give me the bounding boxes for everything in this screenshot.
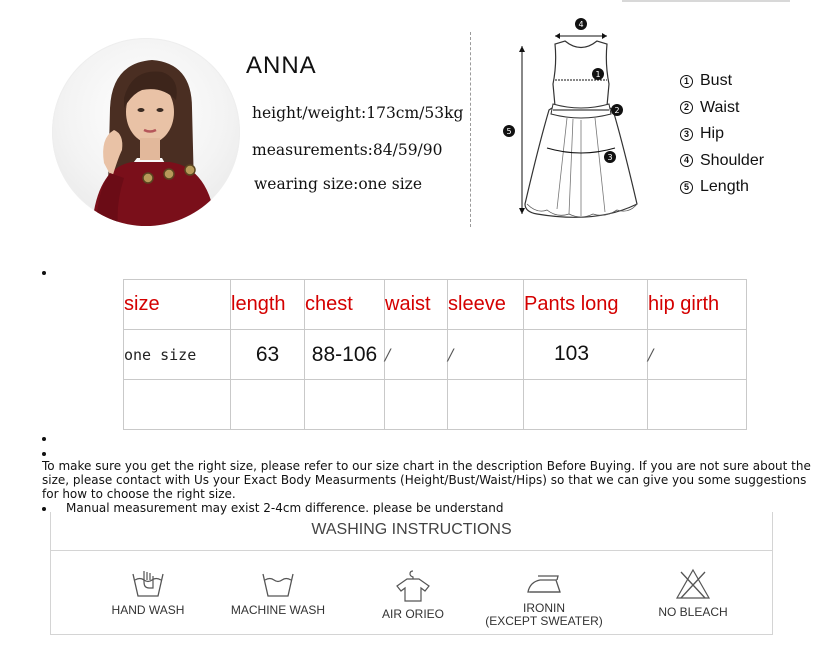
care-machine-wash (208, 568, 348, 616)
empty-cell (385, 380, 448, 430)
legend-number: 2 (680, 101, 693, 114)
manual-measurement-note: Manual measurement may exist 2-4cm difference. please be understand (66, 501, 504, 515)
model-wearing-size: wearing size:one size (254, 175, 423, 193)
legend-number: 1 (680, 75, 693, 88)
legend-label: Shoulder (700, 151, 765, 169)
top-rule (622, 0, 790, 2)
table-header-row (124, 280, 747, 330)
empty-cell (448, 380, 524, 430)
legend-item (680, 68, 764, 95)
legend-item (680, 95, 764, 122)
legend-number: 5 (680, 181, 693, 194)
care-no-bleach (623, 568, 763, 618)
header-chest: chest (305, 280, 385, 330)
care-label: AIR ORIEO (381, 607, 444, 621)
table-row-empty (124, 380, 747, 430)
cell-chest: 88-106 (305, 330, 385, 380)
svg-text:5: 5 (506, 127, 512, 136)
header-pants-long: Pants long (524, 280, 648, 330)
care-iron (474, 568, 614, 627)
svg-text:2: 2 (614, 106, 620, 115)
header-length: length (231, 280, 305, 330)
care-air-dry (343, 568, 483, 620)
svg-text:1: 1 (595, 70, 601, 79)
care-hand-wash (78, 568, 218, 616)
dress-measurement-diagram (497, 14, 667, 229)
air-dry-shirt-icon (393, 568, 433, 602)
no-bleach-icon (675, 568, 711, 600)
model-height-weight: height/weight:173cm/53kg (252, 104, 464, 122)
cell-hip-girth: / (648, 330, 747, 380)
table-row (124, 330, 747, 380)
model-illustration (52, 38, 240, 226)
empty-cell (648, 380, 747, 430)
cell-size: one size (124, 330, 231, 380)
machine-wash-icon (260, 568, 296, 598)
washing-instructions-panel (50, 512, 773, 635)
legend-item (680, 174, 764, 201)
svg-text:3: 3 (607, 153, 613, 162)
hand-wash-icon (130, 568, 166, 598)
empty-cell (231, 380, 305, 430)
panel-border (50, 634, 773, 635)
svg-text:4: 4 (578, 20, 584, 29)
cell-sleeve: / (448, 330, 524, 380)
legend-label: Waist (700, 98, 740, 116)
bullet-dot (42, 271, 46, 275)
legend-number: 3 (680, 128, 693, 141)
empty-cell (305, 380, 385, 430)
legend-label: Length (700, 178, 749, 196)
bullet-dot (42, 507, 46, 511)
iron-icon (524, 568, 564, 596)
section-divider (470, 32, 471, 227)
cell-pants-long: 103 (524, 330, 648, 380)
legend-item (680, 148, 764, 175)
washing-title: WASHING INSTRUCTIONS (311, 521, 512, 538)
care-label: MACHINE WASH (230, 603, 326, 617)
header-sleeve: sleeve (448, 280, 524, 330)
header-waist: waist (385, 280, 448, 330)
legend-label: Hip (700, 125, 725, 143)
legend-number: 4 (680, 154, 693, 167)
cell-waist: / (385, 330, 448, 380)
size-chart-table (123, 279, 747, 430)
empty-cell (524, 380, 648, 430)
cell-length: 63 (231, 330, 305, 380)
size-notice: To make sure you get the right size, please refer to our size chart in the description Before Buying. If you are not sure about the size, please contact with Us your Exact Body Measurments (Height/Bust/Waist/Hips) so that we can give you some suggestions for how to choose the right size. (42, 459, 811, 501)
header-size: size (124, 280, 231, 330)
washing-separator (50, 550, 773, 551)
model-name: ANNA (246, 52, 317, 79)
bullet-dot (42, 437, 46, 441)
legend-label: Bust (700, 72, 733, 90)
care-label: NO BLEACH (658, 605, 728, 619)
care-label: HAND WASH (111, 603, 185, 617)
empty-cell (124, 380, 231, 430)
bullet-dot (42, 452, 46, 456)
care-label-sub: (EXCEPT SWEATER) (485, 614, 603, 628)
legend-item (680, 121, 764, 148)
model-measurements: measurements:84/59/90 (252, 141, 443, 159)
care-label: IRONIN (523, 601, 565, 615)
model-photo (52, 38, 240, 226)
header-hip-girth: hip girth (648, 280, 747, 330)
measurement-legend (680, 68, 764, 201)
